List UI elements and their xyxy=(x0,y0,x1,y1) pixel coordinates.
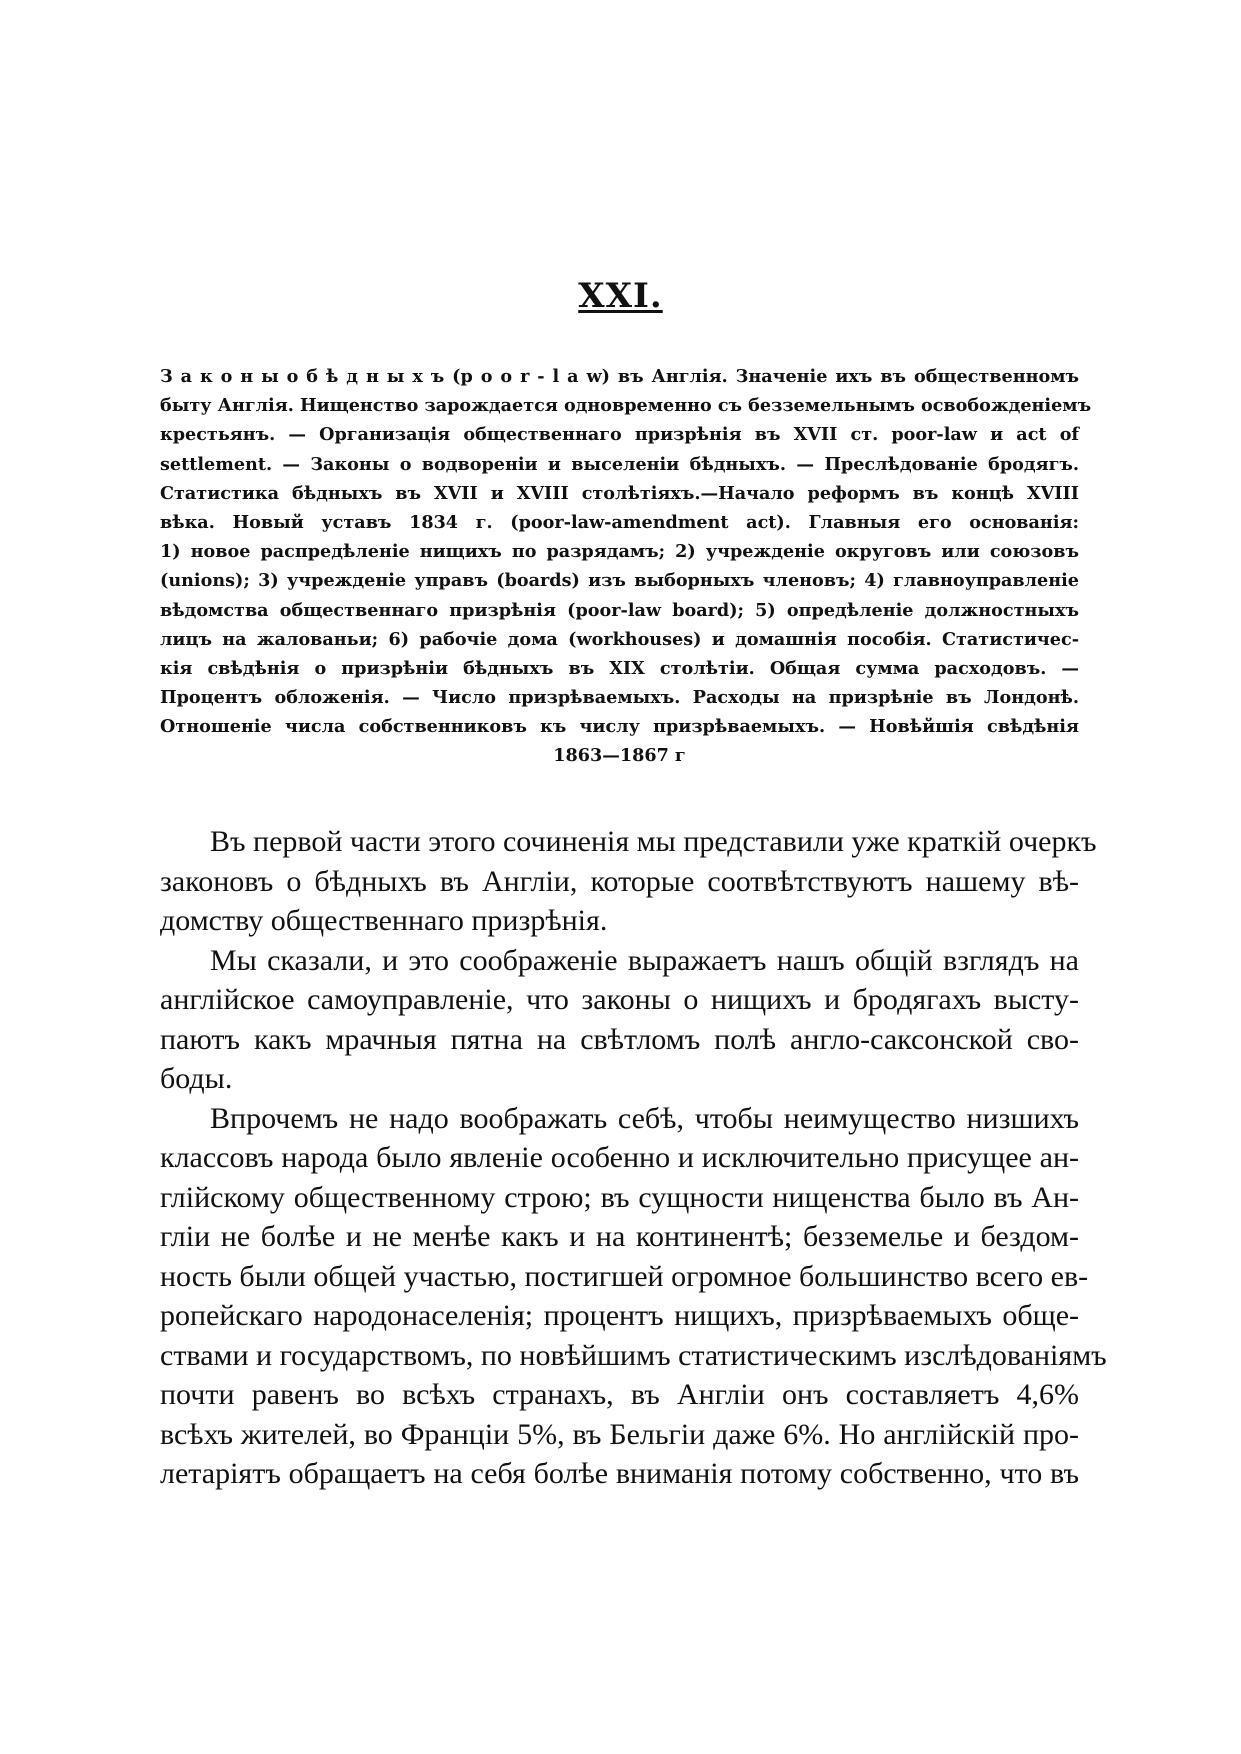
summary-line: (unions); 3) учрежденіе управъ (boards) изъ выборныхъ членовъ; 4) главноуправленіе xyxy=(160,570,1079,592)
body-line: законовъ о бѣдныхъ въ Англіи, которые соотвѣтствуютъ нашему вѣ- xyxy=(160,864,1079,898)
summary-line: вѣка. Новый уставъ 1834 г. (poor-law-amendment act). Главныя его основанія: xyxy=(160,511,1079,533)
body-line: летаріятъ обращаетъ на себя болѣе вниманія потому собственно, что въ xyxy=(160,1457,1079,1490)
summary-line: вѣдомства общественнаго призрѣнія (poor-law board); 5) опредѣленіе должностныхъ xyxy=(160,599,1079,621)
body-line: Мы сказали, и это соображеніе выражаетъ нашъ общій взглядъ на xyxy=(210,943,1079,977)
summary-line: кія свѣдѣнія о призрѣніи бѣдныхъ въ XIX столѣтіи. Общая сумма расходовъ. — xyxy=(160,657,1079,679)
body-line: ность были общей участью, постигшей огромное большинство всего ев- xyxy=(160,1259,1089,1293)
summary-line: лицъ на жалованьи; 6) рабочіе дома (workhouses) и домашнія пособія. Статистичес- xyxy=(160,628,1079,650)
body-line: Впрочемъ не надо воображать себѣ, чтобы неимущество низшихъ xyxy=(210,1101,1079,1135)
body-line: домству общественнаго призрѣнія. xyxy=(160,904,608,937)
body-text xyxy=(160,822,1107,1494)
chapter-number: XXI. xyxy=(578,276,663,316)
chapter-summary xyxy=(160,362,1092,771)
summary-line: крестьянъ. — Организація общественнаго призрѣнія въ XVII ст. poor-law и act of xyxy=(160,424,1079,446)
body-line: Въ первой части этого сочиненія мы представили уже краткій очеркъ xyxy=(210,825,1097,858)
body-line: англійское самоуправленіе, что законы о нищихъ и бродягахъ высту- xyxy=(160,983,1079,1016)
body-line: ропейскаго народонаселенія; процентъ нищихъ, призрѣваемыхъ обще- xyxy=(160,1299,1079,1332)
body-line: боды. xyxy=(160,1062,233,1095)
body-line: всѣхъ жителей, во Франціи 5%, въ Бельгіи даже 6%. Но англійскій про- xyxy=(160,1417,1079,1451)
body-line: почти равенъ во всѣхъ странахъ, въ Англіи онъ составляетъ 4,6% xyxy=(160,1378,1079,1411)
summary-line: Процентъ обложенія. — Число призрѣваемыхъ. Расходы на призрѣніе въ Лондонѣ. xyxy=(160,687,1079,709)
body-line: паютъ какъ мрачныя пятна на свѣтломъ полѣ англо-саксонской сво- xyxy=(160,1022,1079,1056)
summary-line: 1) новое распредѣленіе нищихъ по разрядамъ; 2) учрежденіе округовъ или союзовъ xyxy=(160,541,1079,563)
summary-line: Статистика бѣдныхъ въ XVII и XVIII столѣтіяхъ.—Начало реформъ въ концѣ XVIII xyxy=(160,482,1079,504)
summary-line: 1863—1867 г xyxy=(553,745,686,767)
body-line: глійскому общественному строю; въ сущности нищенства было въ Ан- xyxy=(160,1180,1079,1214)
summary-line: З а к о н ы о б ѣ д н ы х ъ (p o o r - l a w) въ Англія. Значеніе ихъ въ общественномъ xyxy=(160,366,1079,387)
body-line: ствами и государствомъ, по новѣйшимъ статистическимъ изслѣдованіямъ xyxy=(160,1338,1107,1372)
body-line: гліи не болѣе и не менѣе какъ и на континентѣ; безземелье и бездом- xyxy=(160,1220,1079,1253)
summary-line: settlement. — Законы о водвореніи и выселеніи бѣдныхъ. — Преслѣдованіе бродягъ. xyxy=(160,453,1079,475)
body-line: классовъ народа было явленіе особенно и исключительно присущее ан- xyxy=(160,1141,1079,1174)
summary-line: быту Англія. Нищенство зарождается одновременно съ безземельнымъ освобожденіемъ xyxy=(160,395,1092,417)
summary-line: Отношеніе числа собственниковъ къ числу призрѣваемыхъ. — Новѣйшія свѣдѣнія xyxy=(160,716,1079,738)
